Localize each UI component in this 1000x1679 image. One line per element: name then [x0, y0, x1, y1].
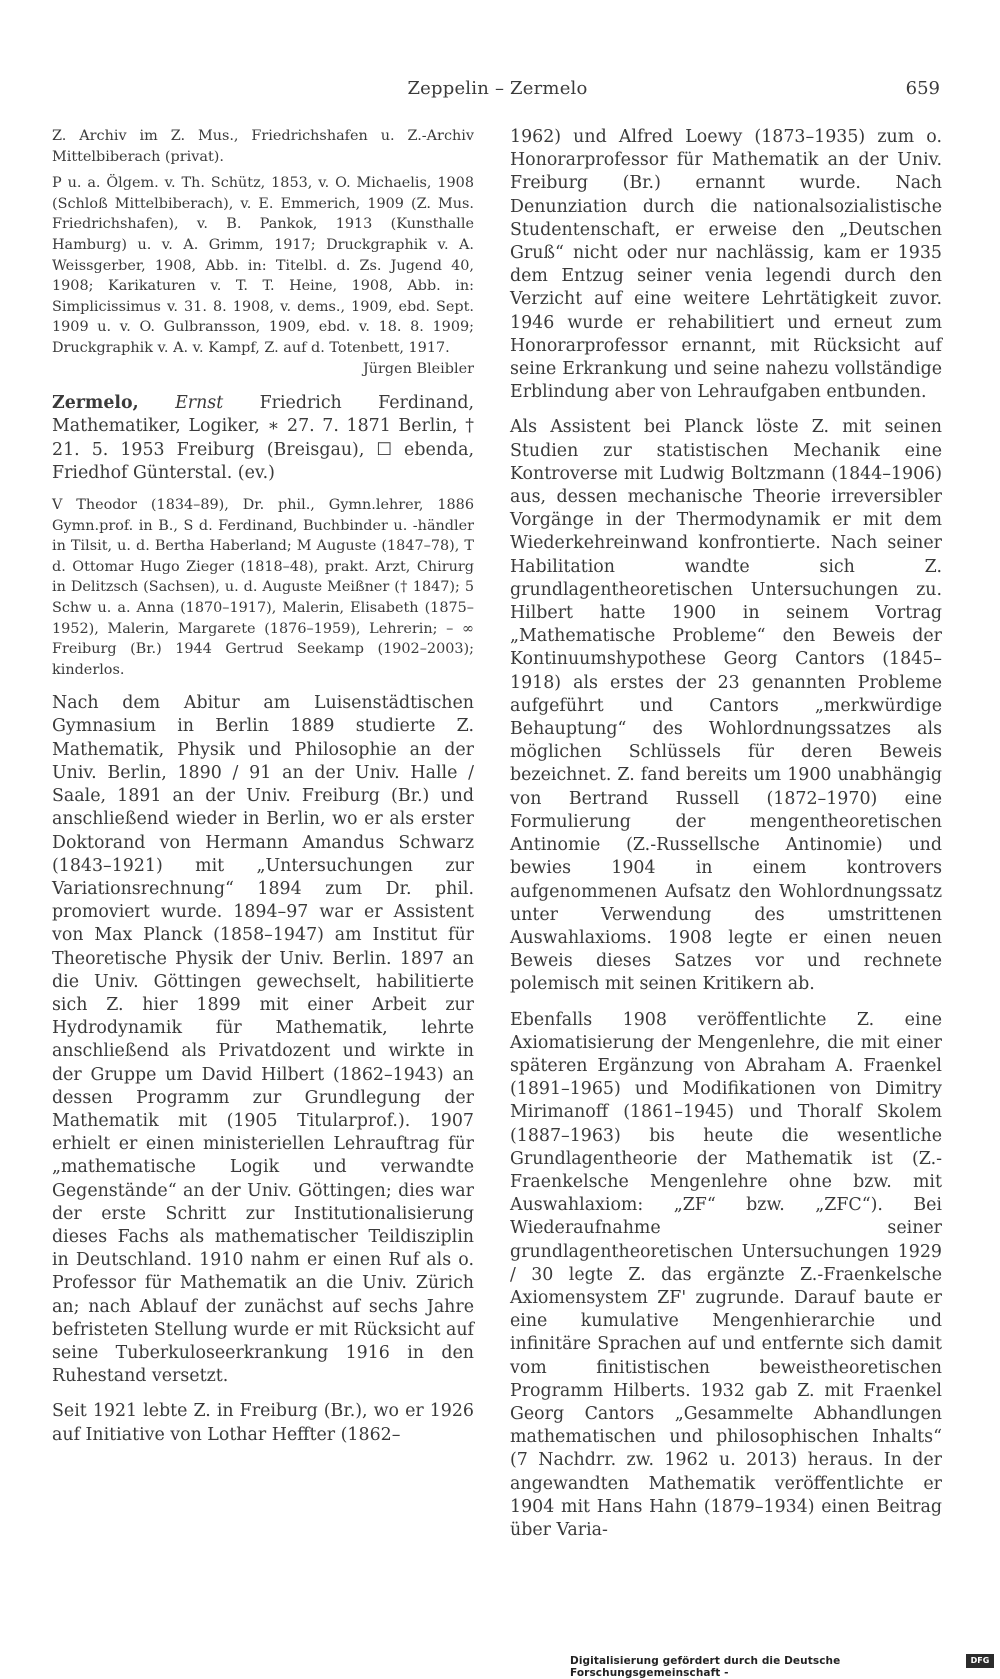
dfg-logo: DFG	[966, 1654, 994, 1668]
genealogy-note: V Theodor (1834–89), Dr. phil., Gymn.lehrer, 1886 Gymn.prof. in B., S d. Ferdinand, Buchbinder u. -händler in Tilsit, u. d. Bertha Haberland; M Auguste (1847–78), T d. Ottomar Hugo Zieger (1818–48), prakt. Arzt, Chirurg in Delitzsch (Sachsen), u. d. Auguste Meißner († 1847); 5 Schw u. a. Anna (1870–1917), Malerin, Elisabeth (1875–1952), Malerin, Margarete (1876–1959), Lehrerin; – ∞ Freiburg (Br.) 1944 Gertrud Seekamp (1902–2003); kinderlos.	[52, 496, 474, 678]
headword-surname: Zermelo,	[52, 393, 139, 414]
left-column	[52, 126, 474, 1447]
footer-credit: Digitalisierung gefördert durch die Deutsche Forschungsgemeinschaft -	[570, 1655, 841, 1679]
headword-details: Friedrich Ferdinand, Mathematiker, Logiker, ∗ 27. 7. 1871 Berlin, † 21. 5. 1953 Freiburg (Breisgau), ☐ ebenda, Friedhof Günterstal. (ev.)	[52, 393, 474, 483]
body-paragraph-4: Als Assistent bei Planck löste Z. mit seinen Studien zur statistischen Mechanik eine Kontroverse mit Ludwig Boltzmann (1844–1906) aus, dessen mechanische Theorie irreversibler Vorgänge in der Thermodynamik er mit dem Wiederkehreinwand konfrontierte. Nach seiner Habilitation wandte sich Z. grundlagentheoretischen Untersuchungen zu. Hilbert hatte 1900 in seinem Vortrag „Mathematische Probleme“ den Beweis der Kontinuumshypothese Georg Cantors (1845–1918) als erstes der 23 genannten Probleme aufgeführt und Cantors „merkwürdige Behauptung“ des Wohlordnungssatzes als möglichen Schlüssels für deren Beweis bezeichnet. Z. fand bereits um 1900 unabhängig von Bertrand Russell (1872–1970) eine Formulierung der mengentheoretischen Antinomie (Z.-Russellsche Antinomie) und bewies 1904 in einem kontrovers aufgenommenen Aufsatz den Wohlordnungssatz unter Verwendung des umstrittenen Auswahlaxioms. 1908 legte er einen neuen Beweis dieses Satzes vor und rechnete polemisch mit seinen Kritikern ab.	[510, 417, 942, 995]
body-paragraph-5: Ebenfalls 1908 veröffentlichte Z. eine Axiomatisierung der Mengenlehre, die mit einer späteren Ergänzung von Abraham A. Fraenkel (1891–1965) und Modifikationen von Dimitry Mirimanoff (1861–1945) und Thoralf Skolem (1887–1963) bis heute die wesentliche Grundlagentheorie der Mathematik ist (Z.-Fraenkelsche Mengenlehre ohne bzw. mit Auswahlaxiom: „ZF“ bzw. „ZFC“). Bei Wiederaufnahme seiner grundlagentheoretischen Untersuchungen 1929 / 30 legte Z. das ergänzte Z.-Fraenkelsche Axiomensystem ZF' zugrunde. Darauf baute er eine kumulative Mengenhierarchie und infinitäre Sprachen auf und entfernte sich damit vom finitistischen beweistheoretischen Programm Hilberts. 1932 gab Z. mit Fraenkel Georg Cantors „Gesammelte Abhandlungen mathematischen und philosophischen Inhalts“ (7 Nachdrr. zw. 1962 u. 2013) heraus. In der angewandten Mathematik veröffentlichte er 1904 mit Hans Hahn (1879–1934) einen Beitrag über Varia-	[510, 1009, 942, 1540]
running-title: Zeppelin – Zermelo	[407, 78, 588, 99]
entry-headword	[52, 392, 474, 485]
page-number: 659	[905, 78, 940, 99]
portraits-note: P u. a. Ölgem. v. Th. Schütz, 1853, v. O. Michaelis, 1908 (Schloß Mittelbiberach), v. E. Emmerich, 1909 (Z. Mus. Friedrichshafen), v. B. Pankok, 1913 (Kunsthalle Hamburg) u. v. A. Grimm, 1917; Druckgraphik v. A. Weissgerber, 1908, Abb. in: Titelbl. d. Zs. Jugend 40, 1908; Karikaturen v. T. T. Heine, 1908, Abb. in: Simplicissimus v. 31. 8. 1908, v. dems., 1909, ebd. Sept. 1909 u. v. O. Gulbransson, 1909, ebd. v. 18. 8. 1909; Druckgraphik v. A. v. Kampf, Z. auf d. Totenbett, 1917.	[52, 175, 474, 356]
right-column	[510, 126, 942, 1542]
author-signature: Jürgen Bleibler	[363, 360, 474, 377]
archive-note: Z. Archiv im Z. Mus., Friedrichshafen u. Z.-Archiv Mittelbiberach (privat).	[52, 128, 474, 165]
body-paragraph-1: Nach dem Abitur am Luisenstädtischen Gymnasium in Berlin 1889 studierte Z. Mathematik, Physik und Philosophie an der Univ. Berlin, 1890 / 91 an der Univ. Halle / Saale, 1891 an der Univ. Freiburg (Br.) und anschließend wieder in Berlin, wo er als erster Doktorand von Hermann Amandus Schwarz (1843–1921) mit „Untersuchungen zur Variationsrechnung“ 1894 zum Dr. phil. promoviert wurde. 1894–97 war er Assistent von Max Planck (1858–1947) am Institut für Theoretische Physik der Univ. Berlin. 1897 an die Univ. Göttingen gewechselt, habilitierte sich Z. hier 1899 mit einer Arbeit zur Hydrodynamik für Mathematik, lehrte anschließend als Privatdozent und wirkte in der Gruppe um David Hilbert (1862–1943) an dessen Programm zur Grundlegung der Mathematik mit (1905 Titularprof.). 1907 erhielt er einen ministeriellen Lehrauftrag für „mathematische Logik und verwandte Gegenstände“ an der Univ. Göttingen; dies war der erste Schritt zur Institutionalisierung dieses Fachs als mathematischer Teildisziplin in Deutschland. 1910 nahm er einen Ruf als o. Professor für Mathematik an die Univ. Zürich an; nach Ablauf der zunächst auf sechs Jahre befristeten Stellung wurde er mit Rücksicht auf seine Tuberkuloseerkrankung 1916 in den Ruhestand versetzt.	[52, 693, 474, 1387]
running-header	[55, 78, 940, 108]
body-paragraph-2: Seit 1921 lebte Z. in Freiburg (Br.), wo er 1926 auf Initiative von Lothar Heffter (1862–	[52, 1401, 474, 1445]
body-paragraph-3: 1962) und Alfred Loewy (1873–1935) zum o. Honorarprofessor für Mathematik an der Univ. Freiburg (Br.) ernannt wurde. Nach Denunziation durch die nationalsozialistische Studentenschaft, er erweise den „Deutschen Gruß“ nicht oder nur nachlässig, kam er 1935 dem Entzug seiner venia legendi durch den Verzicht auf eine weitere Lehrtätigkeit zuvor. 1946 wurde er rehabilitiert und erneut zum Honorarprofessor ernannt, mit Rücksicht auf seine Erkrankung und seine nahezu vollständige Erblindung aber von Lehraufgaben entbunden.	[510, 127, 942, 403]
digitization-footer	[570, 1649, 1000, 1679]
headword-firstname: Ernst	[175, 393, 224, 414]
